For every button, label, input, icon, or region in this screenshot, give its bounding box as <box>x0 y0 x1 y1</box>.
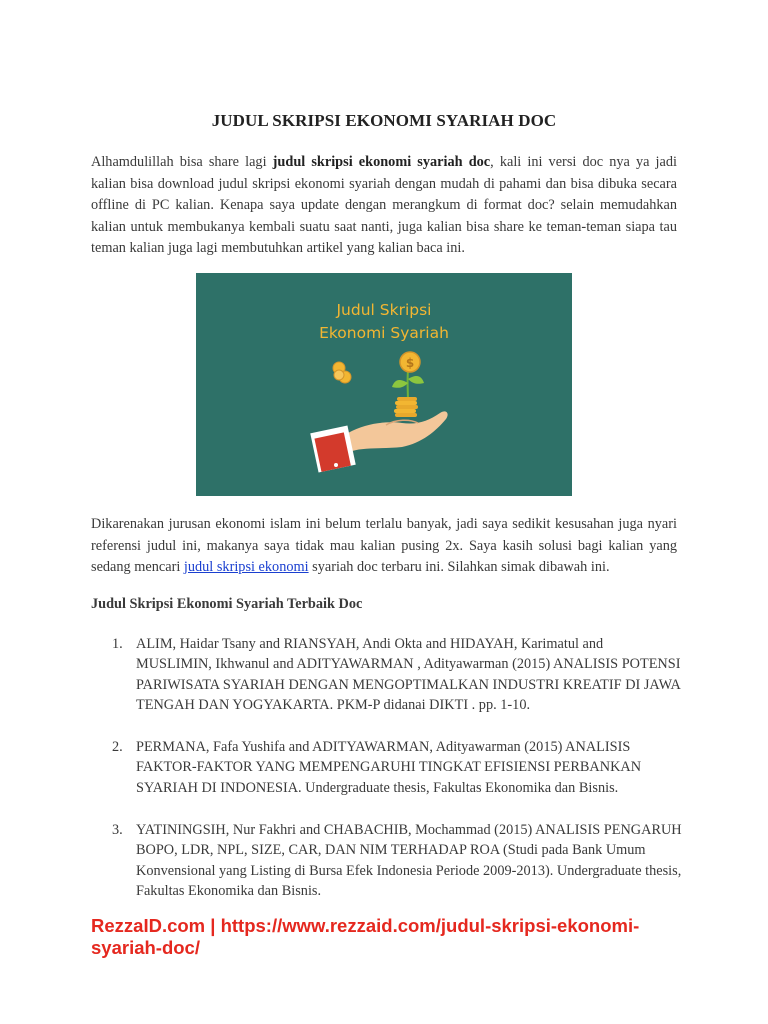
list-item-number: 2. <box>112 739 123 756</box>
hero-title-line1: Judul Skripsi <box>336 301 432 319</box>
source-footer: RezzaID.com | https://www.rezzaid.com/judul-skripsi-ekonomi-syariah-doc/ <box>91 915 640 958</box>
coin-stack-icon <box>394 397 418 417</box>
floating-coins-icon <box>333 362 351 383</box>
list-item-text: ALIM, Haidar Tsany and RIANSYAH, Andi Okta and HIDAYAH, Karimatul and MUSLIMIN, Ikhwanul and ADITYAWARMAN , Adityawarman (2015) ANALISIS POTENSI PARIWISATA SYARIAH DENGAN MENGOPTIMALKAN INDUSTRI KREATIF DI JAWA TENGAH DAN YOGYAKARTA. PKM-P didanai DIKTI . pp. 1-10. <box>136 636 681 713</box>
intro-text-end: , kali ini versi doc nya ya jadi kalian bisa download judul skripsi ekonomi syariah dengan mudah di pahami dan bisa dibuka secara offline di PC kalian. Kenapa saya update dengan merangkum di format doc? selain memudahkan kalian untuk membukanya kembali suatu saat nanti, juga kalian bisa share ke teman-teman siapa tau teman kalian juga lagi membutuhkan artikel yang kalian baca ini. <box>91 154 677 256</box>
intro-bold-text: judul skripsi ekonomi syariah doc <box>272 154 491 170</box>
intro-text-start: Alhamdulillah bisa share lagi <box>91 154 273 170</box>
list-item-text: YATININGSIH, Nur Fakhri and CHABACHIB, Mochammad (2015) ANALISIS PENGARUH BOPO, LDR, NPL, SIZE, CAR, DAN NIM TERHADAP ROA (Studi pada Bank Umum Konvensional yang Listing di Bursa Efek Indonesia Periode 2009-2013). Undergraduate thesis, Fakultas Ekonomika dan Bisnis. <box>136 822 682 899</box>
paragraph2-text-start: Dikarenakan jurusan ekonomi islam ini belum terlalu banyak, jadi saya sedikit kesusahan juga nyari referensi judul ini, makanya saya tidak mau kalian pusing 2x. Saya kasih solusi bagi kalian yang sedang mencari <box>91 516 677 575</box>
reference-list <box>112 634 682 923</box>
hero-title-line2: Ekonomi Syariah <box>319 324 449 342</box>
page-title: JUDUL SKRIPSI EKONOMI SYARIAH DOC <box>211 111 557 130</box>
hero-illustration <box>196 273 572 496</box>
section-subheading: Judul Skripsi Ekonomi Syariah Terbaik Doc <box>91 596 363 612</box>
coin-symbol: $ <box>405 356 415 370</box>
list-item-number: 1. <box>112 636 123 652</box>
list-item-number: 3. <box>112 822 123 839</box>
intro-paragraph <box>91 152 677 260</box>
paragraph2-text-end: syariah doc terbaru ini. Silahkan simak dibawah ini. <box>308 559 610 575</box>
hand-icon <box>310 411 447 472</box>
list-item <box>112 737 682 798</box>
list-item-text: PERMANA, Fafa Yushifa and ADITYAWARMAN, Adityawarman (2015) ANALISIS FAKTOR-FAKTOR YANG MEMPENGARUHI TINGKAT EFISIENSI PERBANKAN SYARIAH DI INDONESIA. Undergraduate thesis, Fakultas Ekonomika dan Bisnis. <box>136 739 642 796</box>
judul-skripsi-ekonomi-link[interactable]: judul skripsi ekonomi <box>183 559 309 575</box>
list-item <box>112 634 682 715</box>
list-item <box>112 820 682 901</box>
coin-icon <box>400 352 420 372</box>
hero-image <box>196 273 572 496</box>
second-paragraph <box>91 514 677 579</box>
